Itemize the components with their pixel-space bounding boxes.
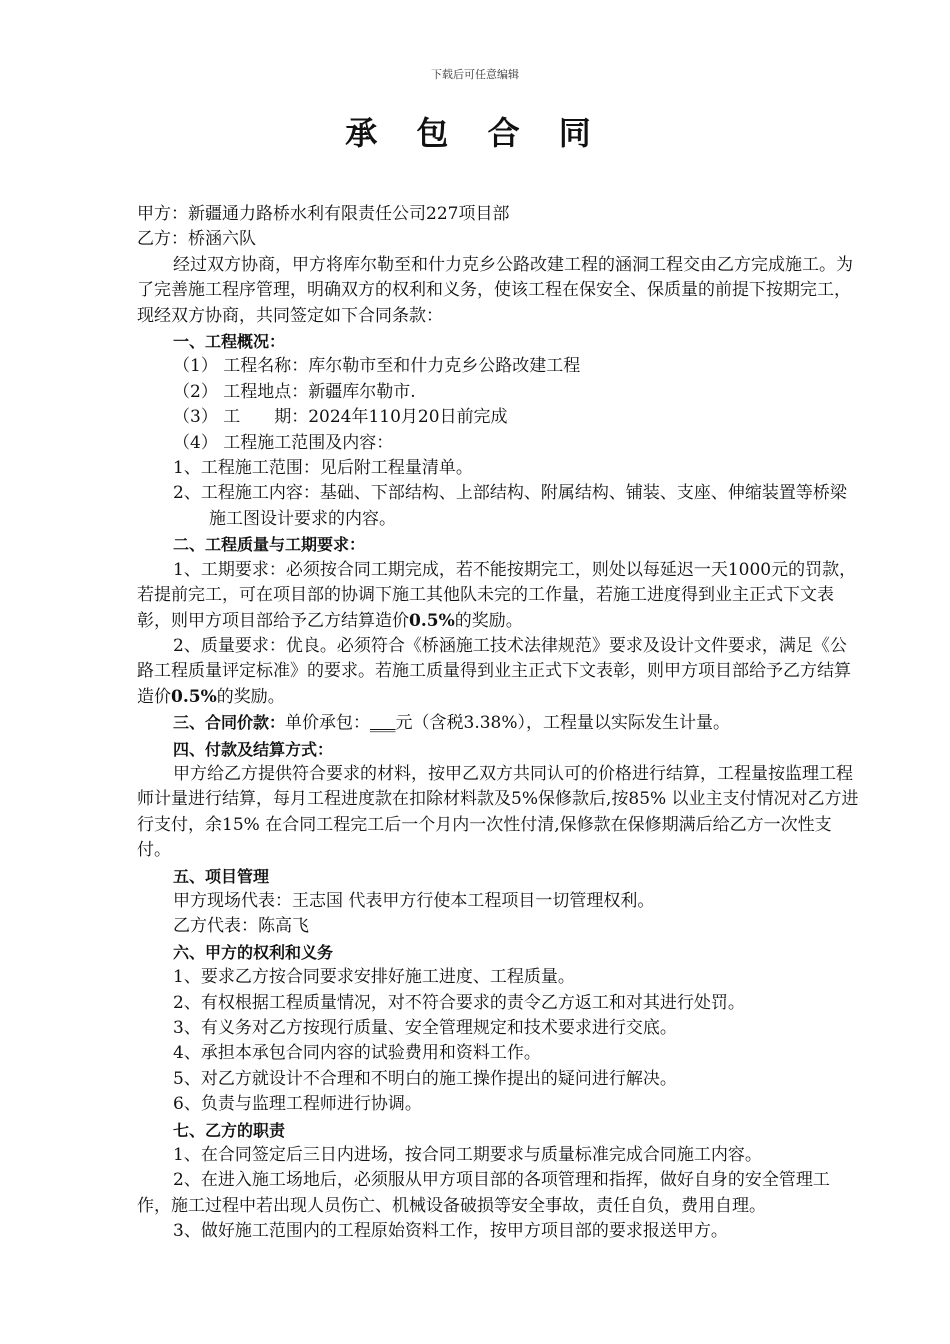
price-blank: ___	[370, 713, 396, 734]
section-6-item: 5、对乙方就设计不合理和不明白的施工操作提出的疑问进行解决。	[173, 1068, 677, 1089]
section-2-schedule	[137, 558, 862, 634]
section-7-item: 1、在合同签定后三日内进场，按合同工期要求与质量标准完成合同施工内容。	[173, 1145, 762, 1166]
section-1-heading: 一、工程概况：	[173, 332, 286, 352]
section-6-item: 1、要求乙方按合同要求安排好施工进度、工程质量。	[173, 967, 575, 988]
party-b: 乙方：桥涵六队	[137, 229, 256, 250]
intro-paragraph: 经过双方协商，甲方将库尔勒至和什力克乡公路改建工程的涵洞工程交由乙方完成施工。为了完善施工程序管理，明确双方的权利和义务，使该工程在保安全、保质量的前提下按期完工，现经双方协商，共同签定如下合同条款：	[137, 254, 853, 326]
quality-text: 2、质量要求：优良。必须符合《桥涵施工技术法律规范》要求及设计文件要求，满足《公路工程质量评定标准》的要求。若施工质量得到业主正式下文表彰，则甲方项目部给予乙方结算造价	[137, 635, 851, 707]
contract-body	[137, 202, 862, 1245]
party-b-representative: 乙方代表：陈高飞	[173, 916, 309, 937]
section-2-heading: 二、工程质量与工期要求：	[173, 535, 366, 555]
party-a-representative: 甲方现场代表：王志国 代表甲方行使本工程项目一切管理权利。	[173, 890, 655, 911]
section-6-item: 3、有义务对乙方按现行质量、安全管理规定和技术要求进行交底。	[173, 1018, 677, 1038]
schedule-text: 1、工期要求：必须按合同工期完成，若不能按期完工，则处以每延迟一天1000元的罚款，若提前完工，可在项目部的协调下施工其他队未完的工作量，若施工进度得到业主正式下文表彰，则甲方项目部给予乙方结算造价	[137, 559, 857, 631]
section-1-item: （1） 工程名称：库尔勒市至和什力克乡公路改建工程	[173, 356, 581, 377]
section-1-item: （4） 工程施工范围及内容：	[173, 432, 394, 453]
document-title: 承 包 合 同	[345, 114, 605, 152]
section-7-heading: 七、乙方的职责	[173, 1120, 286, 1140]
header-note: 下载后可任意编辑	[431, 68, 519, 81]
section-3-heading: 三、合同价款：	[173, 713, 286, 733]
section-7-item: 3、做好施工范围内的工程原始资料工作，按甲方项目部的要求报送甲方。	[173, 1221, 728, 1242]
section-3	[137, 710, 862, 736]
section-1-scope: 1、工程施工范围：见后附工程量清单。	[173, 458, 473, 479]
quality-tail: 的奖励。	[216, 686, 285, 707]
section-6-item: 4、承担本承包合同内容的试验费用和资料工作。	[173, 1043, 541, 1064]
schedule-percent: 0.5%	[409, 610, 455, 631]
section-5-heading: 五、项目管理	[173, 866, 270, 886]
section-1-content: 2、工程施工内容：基础、下部结构、上部结构、附属结构、铺装、支座、伸缩装置等桥梁施工图设计要求的内容。	[173, 483, 847, 529]
section-4-heading: 四、付款及结算方式：	[173, 739, 334, 759]
schedule-tail: 的奖励。	[454, 610, 523, 631]
section-1-item: （3） 工 期：2024年110月20日前完成	[173, 407, 508, 428]
section-6-item: 2、有权根据工程质量情况，对不符合要求的责令乙方返工和对其进行处罚。	[173, 992, 745, 1013]
section-6-heading: 六、甲方的权利和义务	[173, 942, 334, 962]
price-tail: 元（含税3.38%），工程量以实际发生计量。	[395, 713, 731, 734]
section-6-item: 6、负责与监理工程师进行协调。	[173, 1094, 422, 1115]
section-2-quality	[137, 634, 862, 710]
section-7-item: 2、在进入施工场地后，必须服从甲方项目部的各项管理和指挥，做好自身的安全管理工作，施工过程中若出现人员伤亡、机械设备破损等安全事故，责任自负，费用自理。	[137, 1170, 830, 1216]
section-1-item: （2） 工程地点：新疆库尔勒市.	[173, 381, 416, 402]
party-a: 甲方：新疆通力路桥水利有限责任公司227项目部	[137, 204, 510, 224]
quality-percent: 0.5%	[171, 686, 217, 707]
price-text: 单价承包：	[285, 713, 371, 734]
section-4-text: 甲方给乙方提供符合要求的材料，按甲乙双方共同认可的价格进行结算，工程量按监理工程师计量进行结算，每月工程进度款在扣除材料款及5%保修款后,按85% 以业主支付情况对乙方进行支付，余15% 在合同工程完工后一个月内一次性付清,保修款在保修期满后给乙方一次性支付。	[137, 763, 859, 861]
